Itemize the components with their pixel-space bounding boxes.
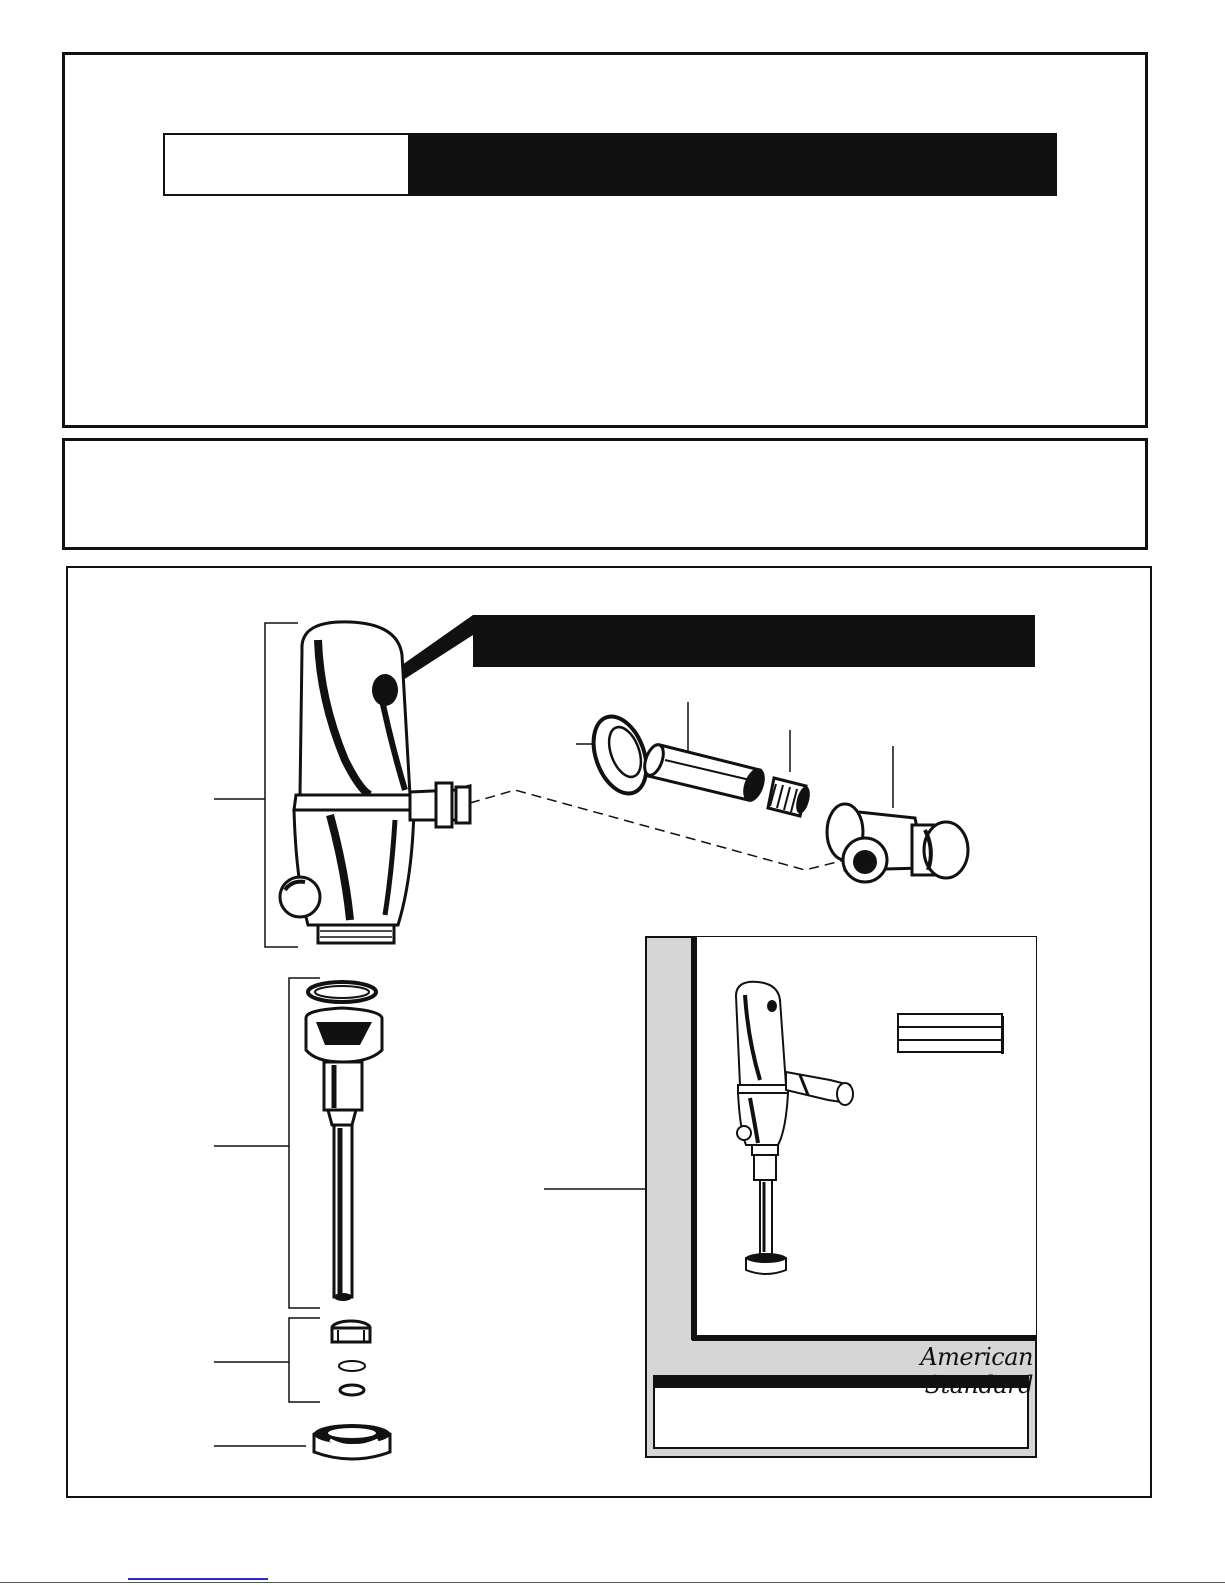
vacuum-breaker-icon — [214, 978, 382, 1308]
wall-flange-icon — [576, 709, 656, 801]
flush-valve-icon — [214, 622, 470, 947]
sensor-window-icon — [372, 674, 398, 706]
footer-link[interactable] — [128, 1578, 268, 1580]
supply-pipe-icon — [641, 702, 767, 803]
threaded-nipple-icon — [768, 730, 812, 816]
footer-rule — [0, 1582, 1225, 1583]
brand-logo: American Standard — [920, 1343, 1033, 1399]
spud-flange-icon — [214, 1424, 390, 1459]
control-stop-icon — [827, 746, 968, 882]
spud-coupling-icon — [214, 1318, 370, 1402]
